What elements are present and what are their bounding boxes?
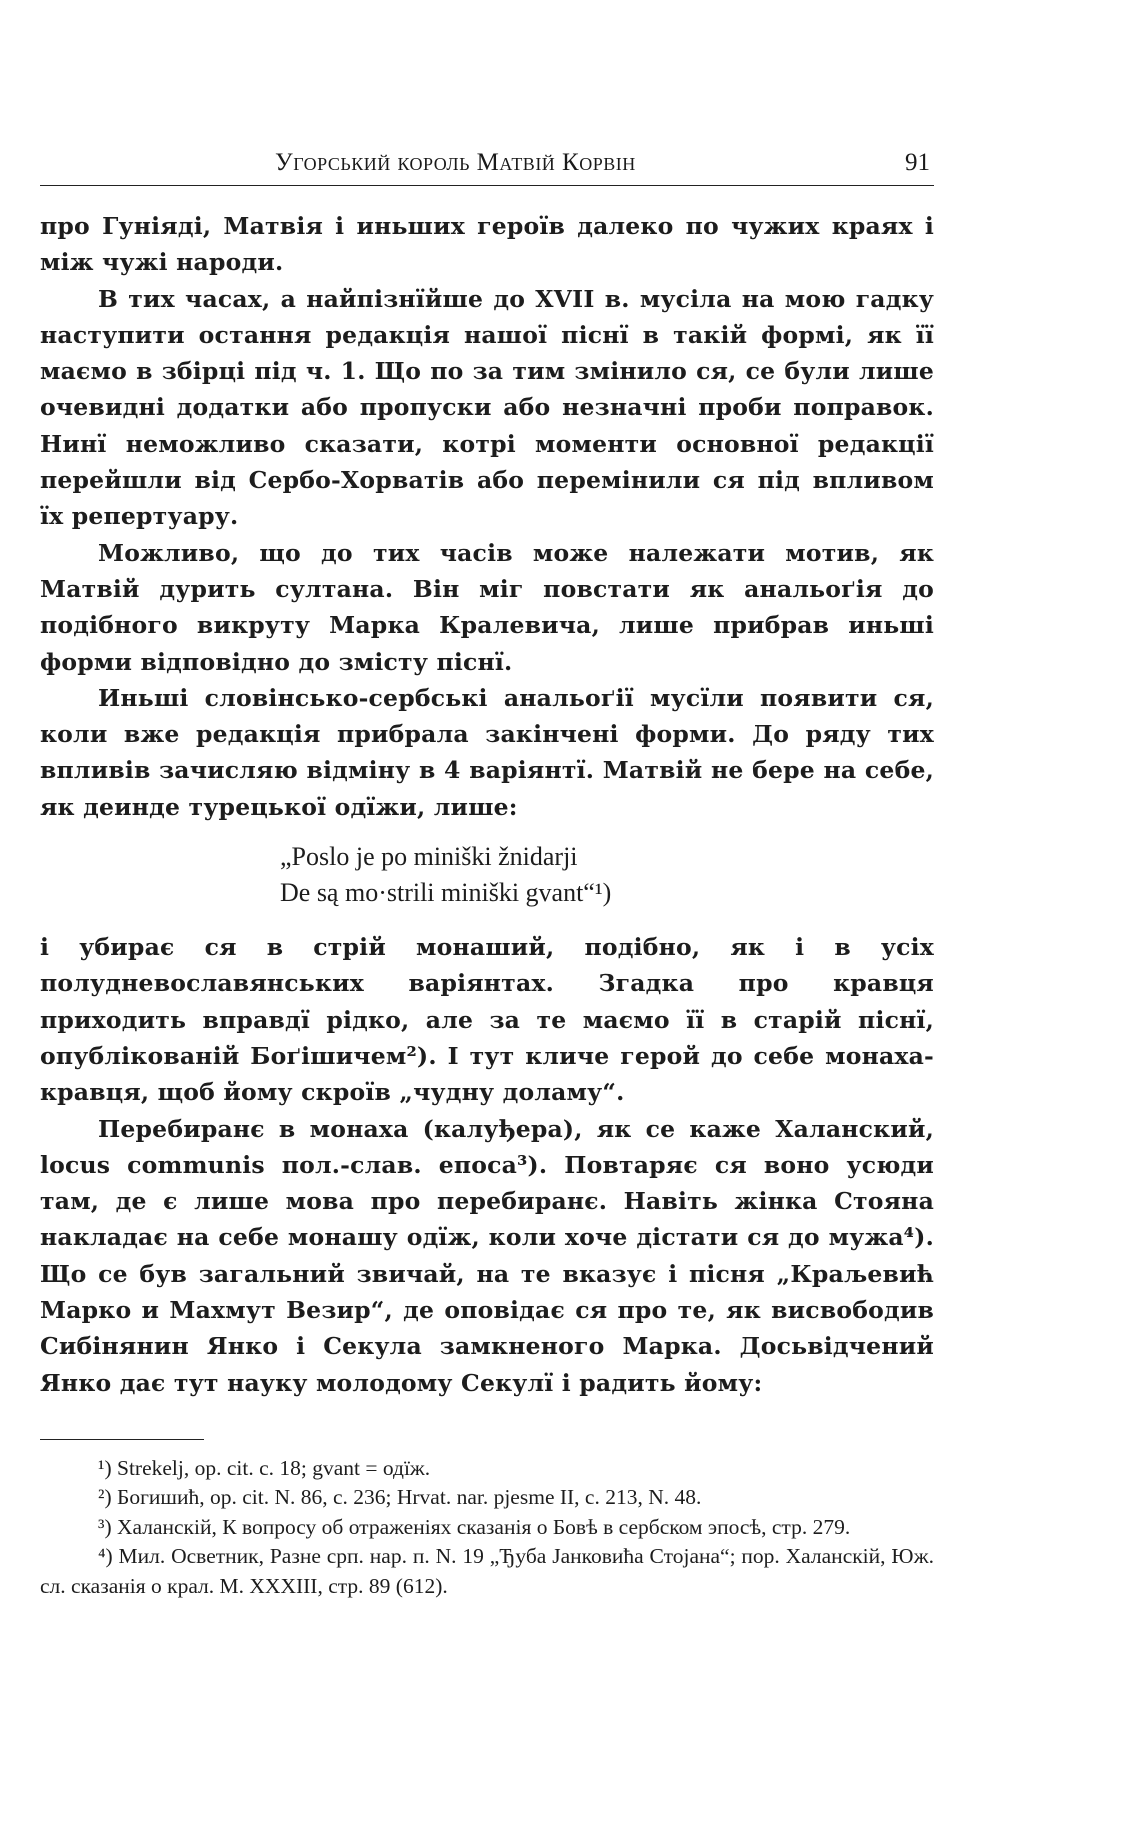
verse-line-1: „Poslo je po miniški žnidarji	[280, 842, 578, 872]
running-title: Угорський король Матвій Корвін	[275, 149, 636, 176]
footnote-4: ⁴) Мил. Осветник, Разне срп. нар. п. N. 19 „Ђуба Јанковића Стојана“; пор. Халанскій, Юж. сл. сказанія о крал. М. XXXIII, стр. 89 (612).	[40, 1544, 934, 1598]
verse-quote	[280, 839, 934, 911]
running-head	[40, 145, 934, 186]
paragraph-2: В тих часах, а найпізнїйше до XVII в. мусіла на мою гадку наступити остання редакція нашої піснї в такій формі, як її маємо в збірці під ч. 1. Що по за тим змінило ся, се були лише очевидні додатки або пропуски або незначні проби поправок. Нинї неможливо сказати, котрі моменти основної редакції перейшли від Сербо-Хорватів або перемінили ся під впливом їх репертуару.	[40, 284, 934, 531]
verse-line-2: De są mo·strili miniški gvant“¹)	[280, 878, 612, 908]
footnotes	[40, 1454, 934, 1602]
paragraph-1: про Гуніяді, Матвія і иньших героїв далеко по чужих краях і між чужі народи.	[40, 212, 934, 277]
paragraph-6: Перебиранє в монаха (калуђера), як се каже Халанский, locus communis пол.-слав. епоса³). Повтаряє ся воно усюди там, де є лише мова про перебиранє. Навіть жінка Стояна накладає на себе монашу одїж, коли хоче дістати ся до мужа⁴). Що се був загальний звичай, на те вказує і пісня „Краљевић Марко и Махмут Везир“, де оповідає ся про те, як висвободив Сибінянин Янко і Секула замкненого Марка. Досьвідчений Янко дає тут науку молодому Секулї і радить йому:	[40, 1114, 934, 1397]
footnote-2: ²) Богишић, op. cit. N. 86, c. 236; Hrvat. nar. pjesme II, c. 213, N. 48.	[98, 1485, 702, 1510]
footnote-1: ¹) Strekelj, op. cit. c. 18; gvant = одїж.	[98, 1455, 431, 1480]
footnote-3: ³) Халанскій, К вопросу об отраженіях сказанія о Бовѣ в сербском эпосѣ, стр. 279.	[98, 1514, 851, 1539]
footnote-divider	[40, 1439, 204, 1440]
book-page	[40, 145, 934, 1601]
paragraph-5: і убирає ся в стрій монаший, подібно, як і в усіх полудневославянських варіянтах. Згадка про кравця приходить вправдї рідко, але за те маємо її в старій піснї, опублікованій Боґішичем²). І тут кличе герой до себе монаха-кравця, щоб йому скроїв „чудну доламу“.	[40, 933, 934, 1107]
paragraph-4: Иньші словінсько-сербські анальоґії мусїли появити ся, коли вже редакція прибрала закінчені форми. До ряду тих впливів зачисляю відміну в 4 варіянтї. Матвій не бере на себе, як деинде турецької одїжи, лише:	[40, 683, 934, 821]
paragraph-3: Можливо, що до тих часів може належати мотив, як Матвій дурить султана. Він міг повстати як анальоґія до подібного викруту Марка Кралевича, лише прибрав иньші форми відповідно до змісту піснї.	[40, 538, 934, 676]
main-text	[40, 208, 934, 1401]
page-number: 91	[905, 149, 930, 176]
